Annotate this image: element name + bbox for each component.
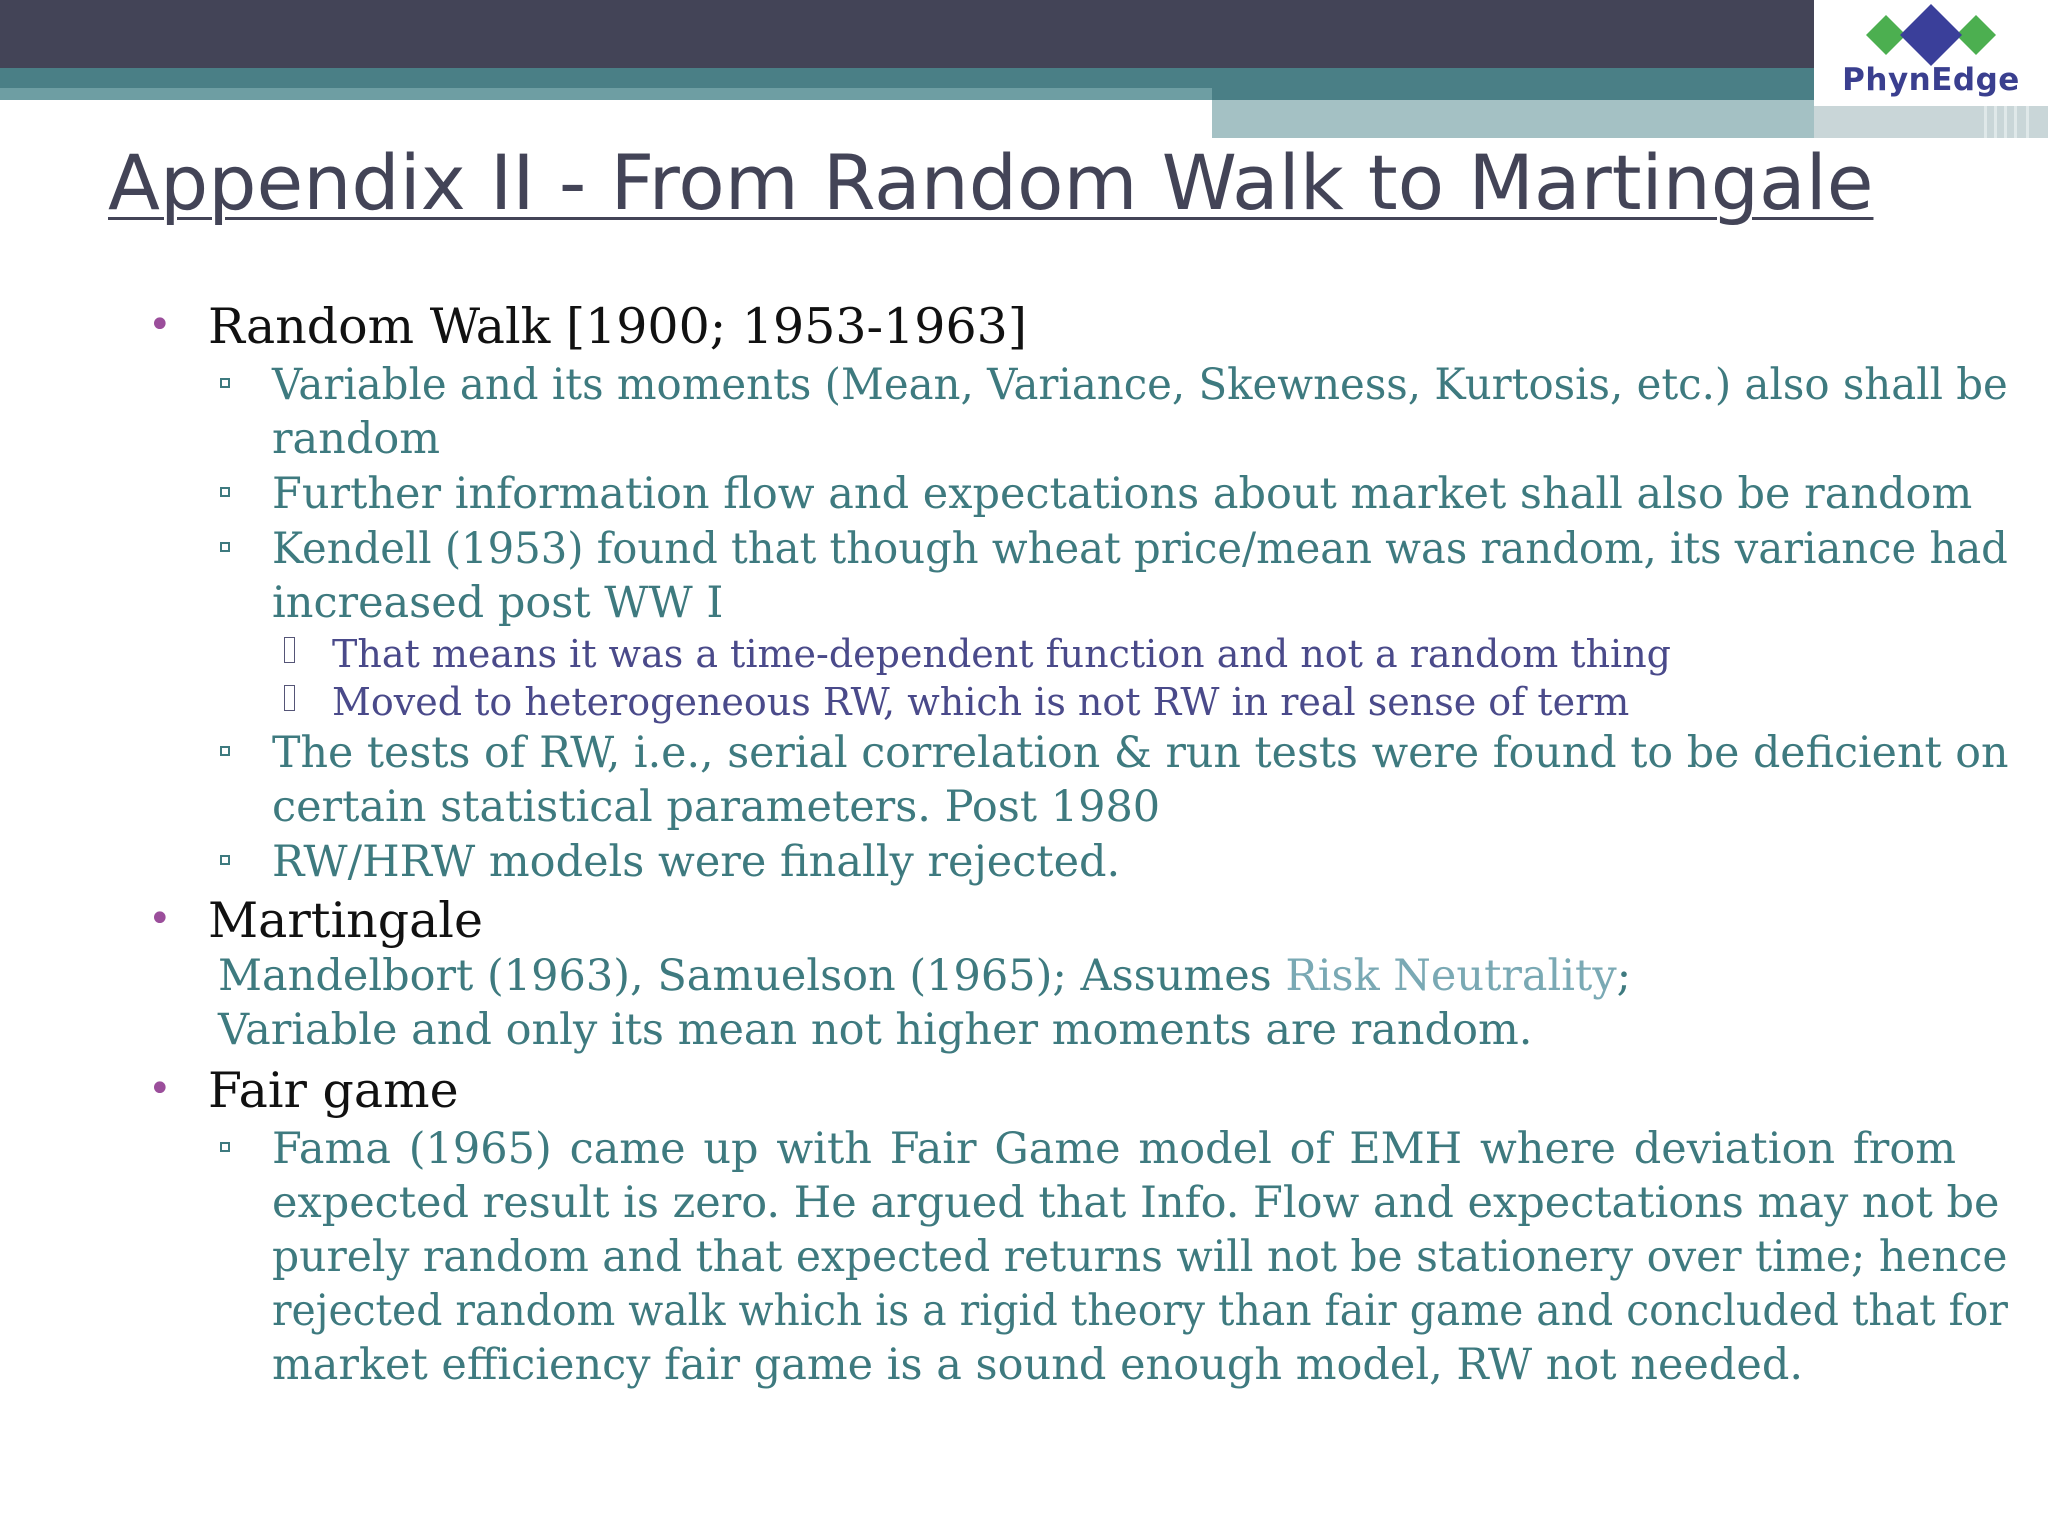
item-info-flow: Further information flow and expectations about market shall also be random [272, 469, 1973, 519]
item-tests-line2: certain statistical parameters. Post 1980 [272, 782, 1161, 832]
fair-game-line5: market efficiency fair game is a sound enough model, RW not needed. [272, 1340, 1804, 1390]
diamond-logo-icon [1864, 4, 1998, 66]
item-moments-line1: Variable and its moments (Mean, Variance, Skewness, Kurtosis, etc.) also shall be [272, 360, 2008, 410]
slide-title: Appendix II - From Random Walk to Martingale [108, 138, 1874, 227]
item-moments-line2: random [272, 414, 441, 464]
martingale-line1: Mandelbort (1963), Samuelson (1965); Assumes Risk Neutrality; [218, 951, 1632, 1001]
fair-game-line2: expected result is zero. He argued that Info. Flow and expectations may not be [272, 1178, 2000, 1228]
fair-game-line3: purely random and that expected returns will not be stationery over time; hence [272, 1232, 2008, 1282]
header-band-light [1212, 100, 1814, 138]
sub-bullet-icon [284, 637, 295, 663]
martingale-line2: Variable and only its mean not higher moments are random. [218, 1005, 1533, 1055]
header-band-teal-thin [0, 88, 1212, 100]
fair-game-line1: Fama (1965) came up with Fair Game model of EMH where deviation from [272, 1124, 1956, 1174]
item-tests-line1: The tests of RW, i.e., serial correlation & run tests were found to be deficient on [272, 728, 2009, 778]
square-bullet [220, 487, 230, 497]
square-bullet [220, 855, 230, 865]
square-bullet [220, 378, 230, 388]
heading-random-walk: Random Walk [1900; 1953-1963] [208, 298, 1027, 355]
phynedge-logo [1814, 0, 2048, 106]
square-bullet [220, 746, 230, 756]
bullet-dot: • [148, 302, 172, 348]
item-kendell-line2: increased post WW I [272, 578, 724, 628]
logo-text: PhynEdge [1842, 62, 2020, 98]
bullet-dot: • [148, 896, 172, 942]
risk-neutrality-link[interactable]: Risk Neutrality [1285, 951, 1617, 1001]
sub-bullet-icon [284, 685, 295, 711]
heading-martingale: Martingale [208, 892, 483, 949]
item-rejected: RW/HRW models were finally rejected. [272, 837, 1121, 887]
item-kendell-line1: Kendell (1953) found that though wheat price/mean was random, its variance had [272, 524, 2008, 574]
fair-game-line4: rejected random walk which is a rigid theory than fair game and concluded that for [272, 1286, 2008, 1336]
square-bullet [220, 1142, 230, 1152]
header-band-dark [0, 0, 1814, 68]
bullet-dot: • [148, 1066, 172, 1112]
sub-item-heterogeneous: Moved to heterogeneous RW, which is not RW in real sense of term [332, 680, 1630, 724]
square-bullet [220, 542, 230, 552]
heading-fair-game: Fair game [208, 1062, 459, 1119]
sub-item-time-dependent: That means it was a time-dependent function and not a random thing [332, 632, 1671, 676]
